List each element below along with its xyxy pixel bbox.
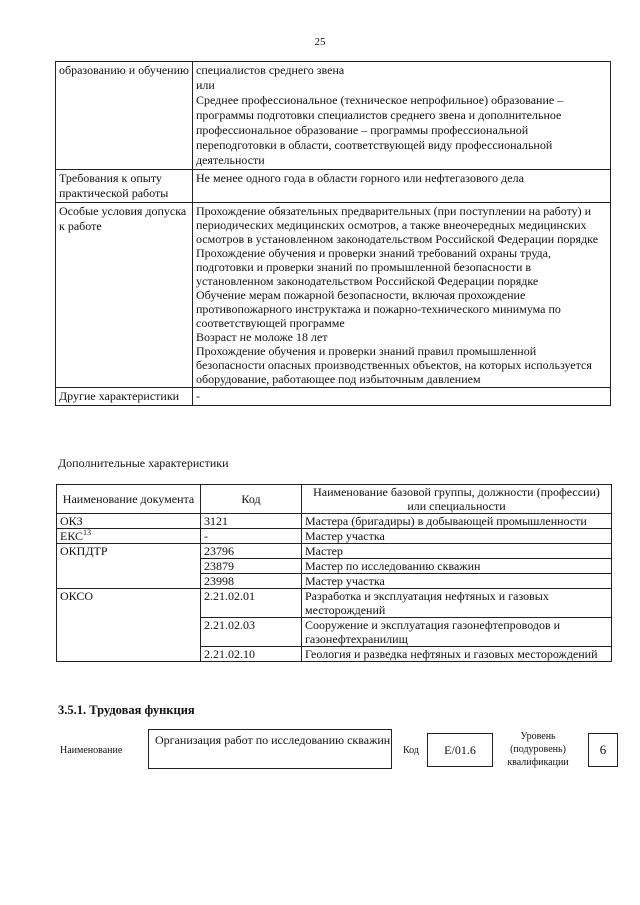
row-label: Другие характеристики — [56, 388, 193, 406]
document-name: ОКЗ — [60, 514, 83, 528]
code-cell: 23879 — [201, 559, 302, 574]
header-code: Код — [201, 485, 302, 514]
name-cell: Мастер участка — [302, 574, 612, 589]
row-label: образованию и обучению — [56, 62, 193, 170]
page-number: 25 — [314, 36, 326, 48]
row-label: Особые условия допуска к работе — [56, 203, 193, 388]
row-content — [193, 170, 611, 203]
code-cell: 3121 — [201, 514, 302, 529]
additional-characteristics-title: Дополнительные характеристики — [58, 456, 229, 470]
table-row — [56, 170, 611, 203]
requirements-table — [55, 61, 611, 406]
content-paragraph: Обучение мерам пожарной безопасности, включая прохождение противопожарного инструктажа и пожарно-технического минимума по соответствующей программе — [196, 288, 561, 330]
row-content — [193, 388, 611, 406]
content-paragraph: Не менее одного года в области горного или нефтегазового дела — [196, 171, 524, 185]
row-content — [193, 203, 611, 388]
document-cell — [57, 514, 201, 529]
function-name-box: Организация работ по исследованию скважин — [148, 729, 392, 769]
code-cell: 23796 — [201, 544, 302, 559]
code-cell: 2.21.02.10 — [201, 647, 302, 662]
row-label: Требования к опыту практической работы — [56, 170, 193, 203]
name-cell: Мастера (бригадиры) в добывающей промышленности — [302, 514, 612, 529]
document-name: ОКПДТР — [60, 544, 108, 558]
document-cell — [57, 544, 201, 589]
code-cell: 23998 — [201, 574, 302, 589]
table-row — [56, 203, 611, 388]
code-cell: 2.21.02.01 — [201, 589, 302, 618]
content-paragraph: Прохождение обязательных предварительных (при поступлении на работу) и периодических медицинских осмотров, а также внеочередных медицинских осмотров в установленном законодательством Российской Федерации порядке — [196, 204, 599, 246]
level-box: 6 — [588, 733, 618, 767]
header-document: Наименование документа — [57, 485, 201, 514]
name-cell: Сооружение и эксплуатация газонефтепроводов и газонефтехранилищ — [302, 618, 612, 647]
name-cell: Разработка и эксплуатация нефтяных и газовых месторождений — [302, 589, 612, 618]
table-row — [56, 388, 611, 406]
document-name: ЕКС — [60, 529, 84, 543]
header-name: Наименование базовой группы, должности (профессии) или специальности — [302, 485, 612, 514]
name-cell: Мастер — [302, 544, 612, 559]
table-header-row — [57, 485, 612, 514]
function-code-box: Е/01.6 — [427, 733, 493, 767]
code-cell: - — [201, 529, 302, 544]
document-cell — [57, 529, 201, 544]
code-label: Код — [403, 745, 419, 756]
name-label: Наименование — [60, 745, 123, 756]
footnote-ref: 13 — [83, 528, 92, 537]
document-name: ОКСО — [60, 589, 94, 603]
additional-characteristics-table — [56, 484, 612, 662]
code-cell: 2.21.02.03 — [201, 618, 302, 647]
content-paragraph: Возраст не моложе 18 лет — [196, 330, 328, 344]
content-paragraph: Прохождение обучения и проверки знаний правил промышленной безопасности опасных производственных объектов, на которых используется оборудование, работающее под избыточным давлением — [196, 344, 592, 386]
table-row — [57, 544, 612, 559]
document-cell — [57, 589, 201, 662]
section-title: 3.5.1. Трудовая функция — [58, 703, 195, 717]
table-row — [57, 589, 612, 618]
name-cell: Геология и разведка нефтяных и газовых месторождений — [302, 647, 612, 662]
table-row — [57, 529, 612, 544]
level-label: Уровень (подуровень) квалификации — [507, 731, 569, 768]
content-paragraph: - — [196, 389, 200, 403]
content-paragraph: Среднее профессиональное (техническое непрофильное) образование – программы подготовки специалистов среднего звена и дополнительное профессиональное образование – программы профессиональной переподготовки в области, соответствующей виду профессиональной деятельности — [196, 93, 564, 167]
content-paragraph: специалистов среднего звена — [196, 63, 345, 77]
row-content — [193, 62, 611, 170]
table-row — [57, 514, 612, 529]
table-row — [56, 62, 611, 170]
content-paragraph: или — [196, 78, 215, 92]
name-cell: Мастер участка — [302, 529, 612, 544]
content-paragraph: Прохождение обучения и проверки знаний требований охраны труда, подготовки и проверки знаний по промышленной безопасности в установленном законодательством Российской Федерации порядке — [196, 246, 551, 288]
name-cell: Мастер по исследованию скважин — [302, 559, 612, 574]
